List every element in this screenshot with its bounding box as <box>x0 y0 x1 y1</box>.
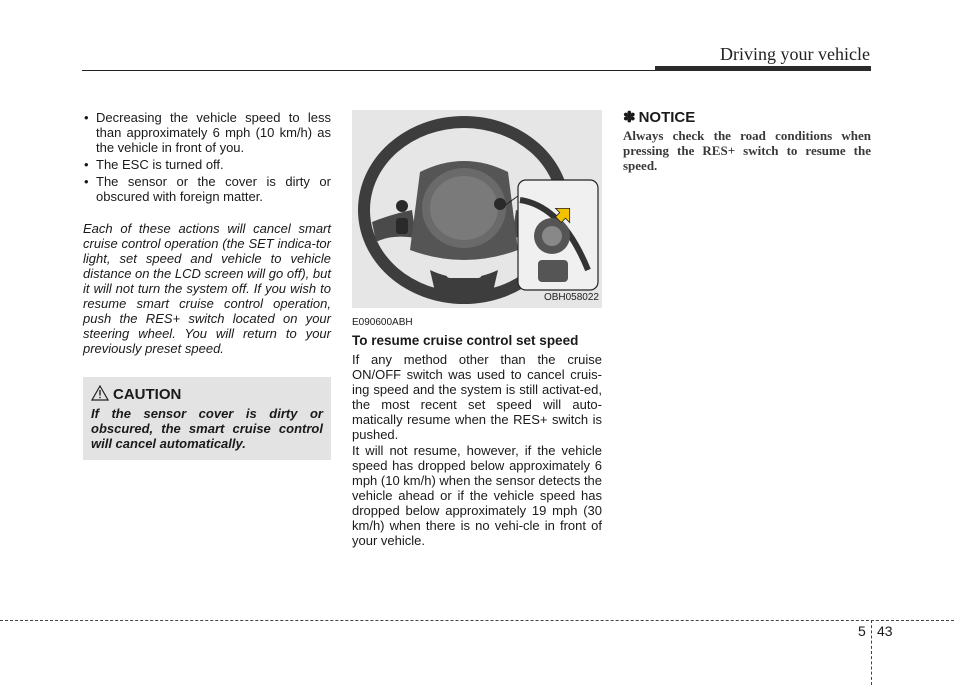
caution-text: If the sensor cover is dirty or obscured, the smart cruise control will cancel automatically. <box>91 406 323 451</box>
caution-box <box>83 377 331 460</box>
notice-text: Always check the road conditions when pressing the RES+ switch to resume the speed. <box>623 128 871 173</box>
section-number: 5 <box>858 623 866 639</box>
left-column <box>83 110 331 460</box>
right-column <box>623 110 871 173</box>
list-item: • The sensor or the cover is dirty or obscured with foreign matter. <box>83 174 331 204</box>
footer-rule <box>0 620 954 621</box>
page-number: 43 <box>877 623 893 639</box>
cancel-explanation-paragraph: Each of these actions will cancel smart cruise control operation (the SET indica-tor light, set speed and vehicle to vehicle distance on the LCD screen will go off), but it will not turn the system off. If you wish to resume smart cruise control operation, push the RES+ switch located on your steering wheel. You will return to your previously preset speed. <box>83 221 331 356</box>
steering-wheel-illustration <box>352 110 602 308</box>
notice-heading <box>623 110 871 125</box>
warning-triangle-icon <box>91 385 109 404</box>
caution-title: CAUTION <box>113 386 182 403</box>
header-bar <box>655 66 871 71</box>
body-paragraph: If any method other than the cruise ON/OFF switch was used to cancel cruis-ing speed and the system is still activat-ed, the most recent set speed will auto-matically resume when the RES+ switch is pushed. <box>352 352 602 442</box>
notice-title: NOTICE <box>638 109 696 126</box>
footer-divider <box>871 620 872 685</box>
section-heading: To resume cruise control set speed <box>352 333 579 348</box>
figure-label: OBH058022 <box>543 292 599 303</box>
section-code: E090600ABH <box>352 317 413 328</box>
list-item: • Decreasing the vehicle speed to less than approximately 6 mph (10 km/h) as the vehicle in front of you. <box>83 110 331 155</box>
body-paragraph: It will not resume, however, if the vehicle speed has dropped below approximately 6 mph (10 km/h) when the sensor detects the vehicle ahead or if the vehicle speed has dropped below approximately 19 mph (30 km/h) when there is no vehi-cle in front of your vehicle. <box>352 443 603 548</box>
cancel-conditions-list <box>83 110 331 204</box>
notice-asterisk-icon: ✽ <box>623 109 636 126</box>
list-item: • The ESC is turned off. <box>83 157 331 172</box>
middle-column <box>352 110 602 548</box>
page-header-title: Driving your vehicle <box>720 44 870 64</box>
steering-wheel-figure <box>352 110 602 308</box>
caution-heading <box>91 385 323 404</box>
